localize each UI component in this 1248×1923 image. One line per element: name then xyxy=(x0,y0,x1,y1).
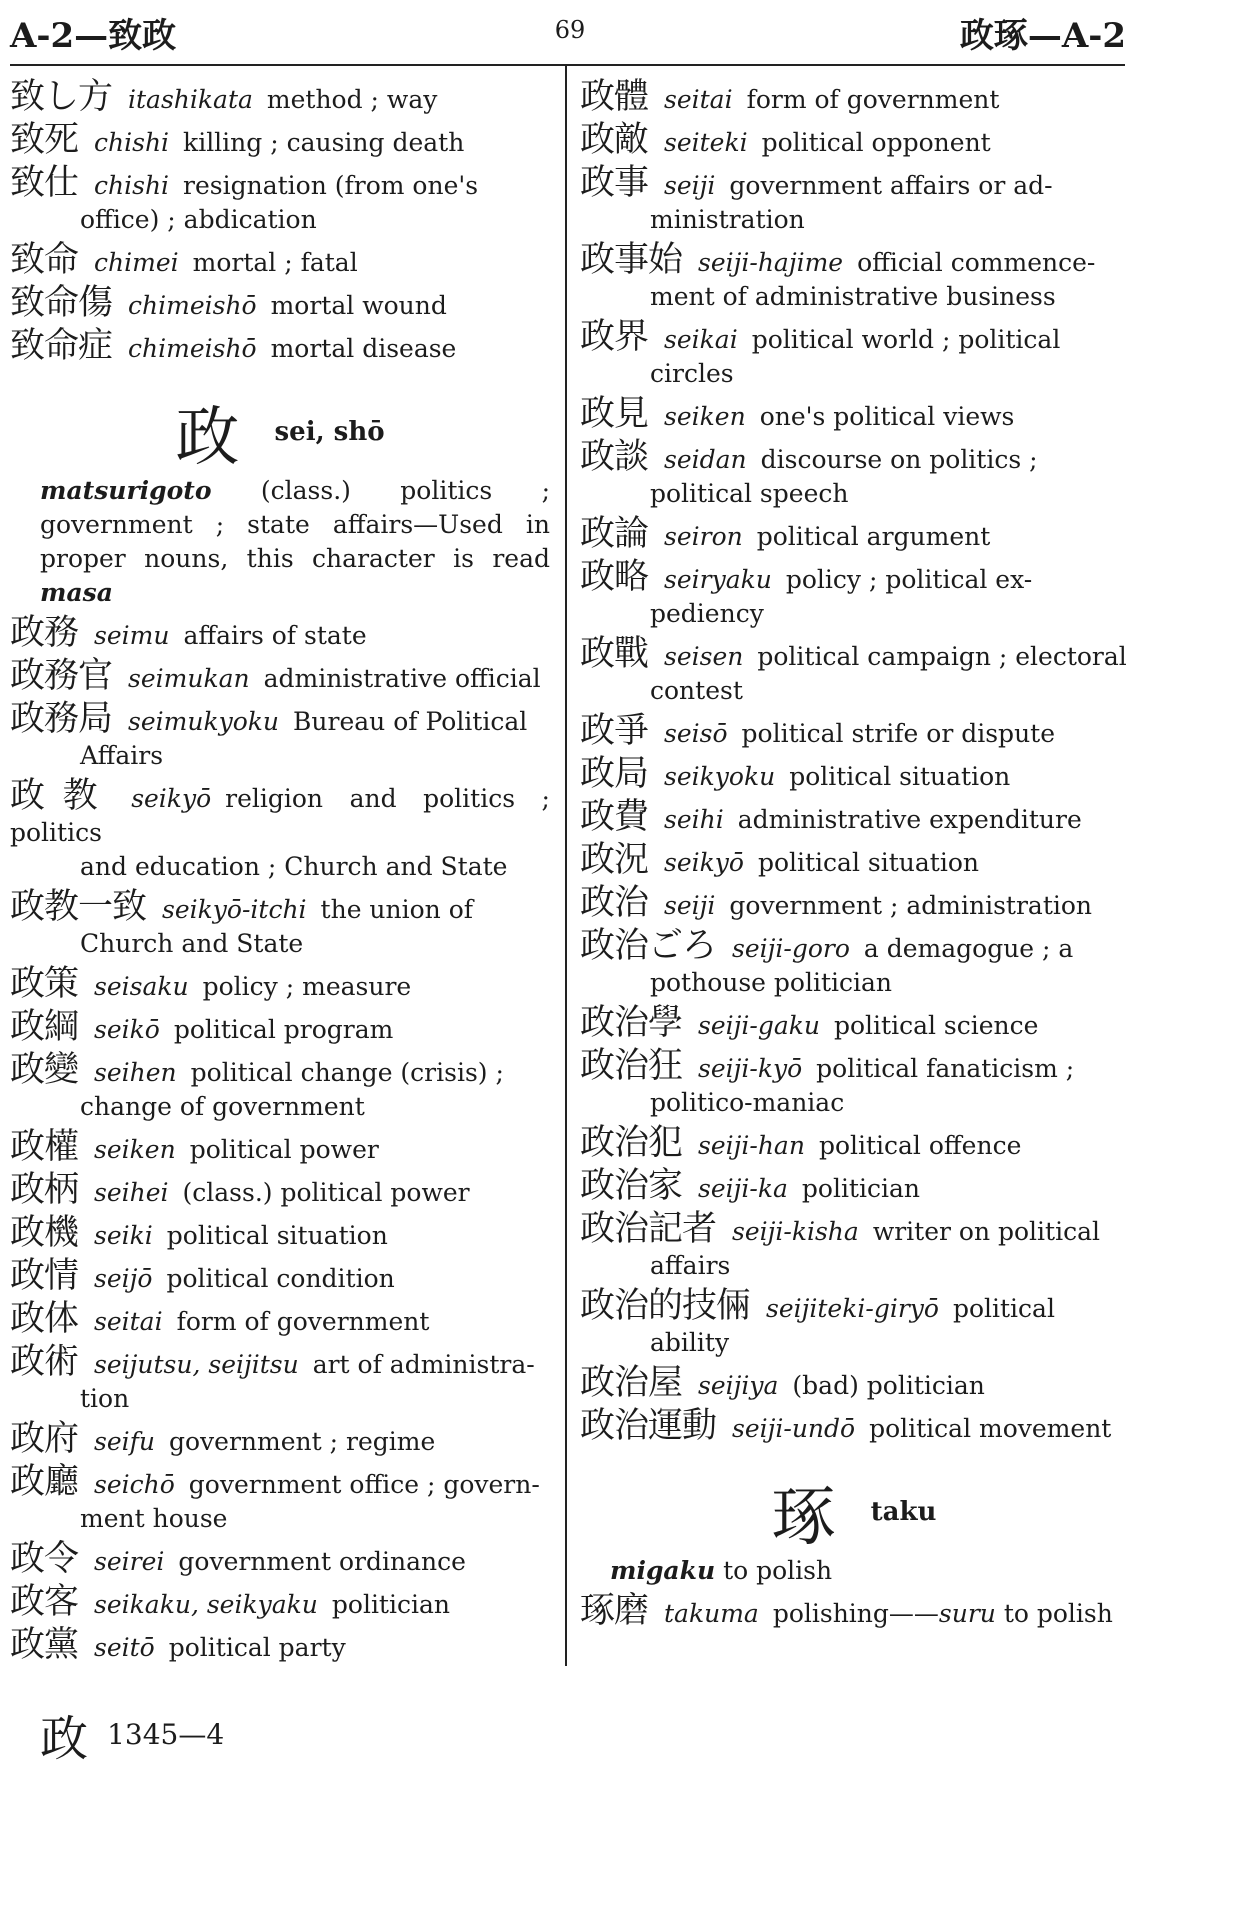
page-header xyxy=(0,0,1248,64)
entry-romaji: seiji xyxy=(664,891,716,920)
entry-meaning: political strife or dispute xyxy=(741,719,1056,748)
entry-meaning: government ; administration xyxy=(729,891,1093,920)
entry-meaning: government affairs or ad- xyxy=(729,171,1053,200)
entry-continuation: politico-maniac xyxy=(650,1088,845,1117)
dictionary-entry xyxy=(580,514,1128,554)
dictionary-entry xyxy=(10,699,550,773)
entry-meaning: political science xyxy=(834,1011,1039,1040)
entry-kanji: 政府 xyxy=(10,1419,79,1459)
entry-romaji: seiron xyxy=(664,522,743,551)
entry-kanji: 琢磨 xyxy=(580,1591,649,1631)
entry-romaji: seijiteki-giryō xyxy=(766,1294,939,1323)
headword-reading: taku xyxy=(870,1497,937,1527)
entry-romaji: seijutsu, seijitsu xyxy=(94,1350,299,1379)
entry-meaning: political power xyxy=(189,1135,379,1164)
entry-kanji: 政治運動 xyxy=(580,1406,717,1446)
dictionary-entry xyxy=(580,1003,1128,1043)
entry-romaji: seiji-goro xyxy=(732,934,850,963)
dictionary-entry xyxy=(10,283,550,323)
entry-romaji: seiji-han xyxy=(698,1131,805,1160)
entry-kanji: 政體 xyxy=(580,77,649,117)
dictionary-entry xyxy=(10,120,550,160)
entry-kanji: 政治記者 xyxy=(580,1209,717,1249)
dictionary-entry xyxy=(10,1256,550,1296)
entry-meaning: political party xyxy=(168,1633,346,1662)
entry-continuation: tion xyxy=(80,1384,130,1413)
headword-block-taku xyxy=(580,1466,1128,1555)
entry-meaning: political program xyxy=(173,1015,394,1044)
entry-romaji: seikyō-itchi xyxy=(162,895,307,924)
entry-continuation: affairs xyxy=(650,1251,731,1280)
entry-romaji: seisō xyxy=(664,719,728,748)
entry-kanji: 致命 xyxy=(10,240,79,280)
entry-continuation: and education ; Church and State xyxy=(80,852,508,881)
dictionary-entry xyxy=(10,1127,550,1167)
entry-romaji: seiki xyxy=(94,1221,153,1250)
entry-continuation: Church and State xyxy=(80,929,304,958)
headword-reading: sei, shō xyxy=(274,417,385,447)
entry-romaji: seitō xyxy=(94,1633,155,1662)
entry-romaji: seikaku, seikyaku xyxy=(94,1590,318,1619)
gloss-text: (class.) politics ; government ; state affairs—Used in proper nouns, this character is read xyxy=(40,476,550,573)
entry-romaji: seitai xyxy=(94,1307,163,1336)
header-right-range: 政琢—A-2 xyxy=(959,16,1126,56)
entry-continuation: Affairs xyxy=(80,741,164,770)
entry-kanji: 政見 xyxy=(580,394,649,434)
entry-romaji: seikyō xyxy=(664,848,744,877)
left-column xyxy=(10,77,550,1671)
entry-continuation: change of government xyxy=(80,1092,365,1121)
entry-meaning: politician xyxy=(331,1590,450,1619)
entry-romaji: chishi xyxy=(94,128,170,157)
entry-kanji: 政綱 xyxy=(10,1007,79,1047)
entry-kanji: 政教 xyxy=(10,776,116,816)
entry-meaning: policy ; political ex- xyxy=(785,565,1033,594)
entry-meaning: mortal disease xyxy=(270,334,457,363)
entry-romaji: seikyō xyxy=(131,784,212,813)
entry-kanji: 政權 xyxy=(10,1127,79,1167)
dictionary-entry xyxy=(580,634,1128,708)
entry-romaji: seikō xyxy=(94,1015,160,1044)
gloss-masa: masa xyxy=(40,578,113,607)
entry-meaning: religion and politics ; politics xyxy=(10,784,550,847)
entry-romaji: seitai xyxy=(664,85,733,114)
entry-romaji: seihei xyxy=(94,1178,169,1207)
entry-kanji: 政体 xyxy=(10,1299,79,1339)
entry-kanji: 政敵 xyxy=(580,120,649,160)
entry-continuation: ability xyxy=(650,1328,730,1357)
dictionary-entry xyxy=(580,557,1128,631)
entry-romaji: seikyoku xyxy=(664,762,776,791)
entry-kanji: 致命症 xyxy=(10,326,113,366)
entry-kanji: 政教一致 xyxy=(10,887,147,927)
dictionary-entry xyxy=(10,1050,550,1124)
dictionary-entry xyxy=(580,883,1128,923)
entry-romaji: seiji-ka xyxy=(698,1174,788,1203)
entry-romaji: chimei xyxy=(94,248,179,277)
entry-meaning: political condition xyxy=(166,1264,395,1293)
headword-gloss xyxy=(10,474,550,610)
entry-kanji: 政治家 xyxy=(580,1166,683,1206)
left-entries-before xyxy=(10,77,550,366)
entry-kanji: 政術 xyxy=(10,1342,79,1382)
entry-kanji: 政戰 xyxy=(580,634,649,674)
entry-meaning: killing ; causing death xyxy=(183,128,465,157)
entry-kanji: 政事 xyxy=(580,163,649,203)
dictionary-entry xyxy=(10,1582,550,1622)
dictionary-entry xyxy=(10,240,550,280)
entry-meaning: discourse on politics ; xyxy=(760,445,1038,474)
dictionary-entry xyxy=(10,964,550,1004)
entry-romaji: seifu xyxy=(94,1427,155,1456)
headword-kanji: 琢 xyxy=(771,1481,836,1555)
entry-kanji: 政局 xyxy=(580,754,649,794)
dictionary-entry xyxy=(10,613,550,653)
dictionary-entry xyxy=(580,240,1128,314)
entry-meaning: government office ; govern- xyxy=(188,1470,540,1499)
entry-romaji: seiryaku xyxy=(664,565,772,594)
entry-romaji: seisen xyxy=(664,642,744,671)
dictionary-entry xyxy=(580,1046,1128,1120)
entry-meaning: official commence- xyxy=(857,248,1096,277)
entry-kanji: 政務局 xyxy=(10,699,113,739)
entry-romaji: seiji-kyō xyxy=(698,1054,803,1083)
entry-continuation: office) ; abdication xyxy=(80,205,317,234)
entry-meaning: political opponent xyxy=(761,128,991,157)
dictionary-entry xyxy=(580,394,1128,434)
entry-meaning: form of government xyxy=(746,85,1000,114)
entry-meaning: administrative official xyxy=(263,664,541,693)
entry-kanji: 政略 xyxy=(580,557,649,597)
dictionary-entry xyxy=(580,840,1128,880)
entry-romaji: seijiya xyxy=(698,1371,779,1400)
entry-meaning: political argument xyxy=(756,522,991,551)
dictionary-entry xyxy=(580,797,1128,837)
entry-kanji: 政務官 xyxy=(10,656,113,696)
entry-continuation: circles xyxy=(650,359,734,388)
entry-kanji: 政費 xyxy=(580,797,649,837)
entry-meaning: mortal ; fatal xyxy=(192,248,358,277)
entry-kanji: 政事始 xyxy=(580,240,683,280)
entry-continuation: pothouse politician xyxy=(650,968,893,997)
kunyomi: migaku xyxy=(610,1556,716,1585)
entry-kanji: 致し方 xyxy=(10,77,113,117)
entry-meaning: policy ; measure xyxy=(202,972,412,1001)
kunyomi: matsurigoto xyxy=(40,476,212,505)
entry-meaning-2: to polish xyxy=(995,1599,1113,1628)
entry-romaji: seihen xyxy=(94,1058,177,1087)
entry-kanji: 政客 xyxy=(10,1582,79,1622)
entry-romaji: seiken xyxy=(664,402,746,431)
entry-romaji: chimeishō xyxy=(128,334,257,363)
dictionary-entry xyxy=(580,1363,1128,1403)
dictionary-entry xyxy=(580,120,1128,160)
entry-romaji: seiji-kisha xyxy=(732,1217,859,1246)
entry-meaning: administrative expenditure xyxy=(737,805,1082,834)
entry-meaning: politician xyxy=(801,1174,920,1203)
entry-kanji: 政治的技倆 xyxy=(580,1286,751,1326)
dictionary-entry xyxy=(580,1166,1128,1206)
entry-kanji: 政令 xyxy=(10,1539,79,1579)
dictionary-entry xyxy=(10,1342,550,1416)
entry-meaning: political fanaticism ; xyxy=(816,1054,1075,1083)
dictionary-entry xyxy=(10,1419,550,1459)
dictionary-entry xyxy=(580,1591,1128,1631)
entry-meaning: political situation xyxy=(789,762,1011,791)
entry-kanji: 政談 xyxy=(580,437,649,477)
entry-kanji: 政情 xyxy=(10,1256,79,1296)
entry-meaning: political campaign ; electoral xyxy=(757,642,1127,671)
entry-romaji: chimeishō xyxy=(128,291,257,320)
entry-meaning: mortal wound xyxy=(270,291,447,320)
entry-kanji: 政治犯 xyxy=(580,1123,683,1163)
entry-meaning: writer on political xyxy=(872,1217,1100,1246)
entry-meaning: political situation xyxy=(166,1221,388,1250)
entry-kanji: 政策 xyxy=(10,964,79,1004)
dictionary-entry xyxy=(10,1213,550,1253)
entry-kanji: 致仕 xyxy=(10,163,79,203)
entry-meaning: method ; way xyxy=(266,85,438,114)
entry-continuation: ment house xyxy=(80,1504,228,1533)
entry-continuation: contest xyxy=(650,676,743,705)
entry-kanji: 政界 xyxy=(580,317,649,357)
entry-kanji: 政廳 xyxy=(10,1462,79,1502)
entry-meaning: political situation xyxy=(757,848,979,877)
entry-kanji: 政治 xyxy=(580,883,649,923)
footer-kanji: 政 xyxy=(40,1711,89,1767)
entry-kanji: 致命傷 xyxy=(10,283,113,323)
dictionary-entry xyxy=(10,1170,550,1210)
entry-meaning: a demagogue ; a xyxy=(863,934,1074,963)
entry-kanji: 政論 xyxy=(580,514,649,554)
entry-meaning: art of administra- xyxy=(312,1350,535,1379)
entry-romaji: seimukan xyxy=(128,664,250,693)
dictionary-entry xyxy=(580,1209,1128,1283)
entry-continuation: ministration xyxy=(650,205,805,234)
dictionary-entry xyxy=(10,1625,550,1665)
entry-continuation: ment of administrative business xyxy=(650,282,1056,311)
dictionary-entry xyxy=(10,656,550,696)
headword-kanji: 政 xyxy=(175,401,240,475)
dictionary-entry xyxy=(10,1539,550,1579)
dictionary-entry xyxy=(10,1462,550,1536)
gloss-text: to polish xyxy=(715,1556,833,1585)
dictionary-entry xyxy=(10,1007,550,1047)
footer-code: 1345—4 xyxy=(107,1718,225,1751)
header-rule xyxy=(10,64,1125,66)
headword-gloss xyxy=(580,1554,1128,1588)
dictionary-entry xyxy=(580,1406,1128,1446)
entry-continuation: political speech xyxy=(650,479,849,508)
entry-kanji: 政柄 xyxy=(10,1170,79,1210)
entry-meaning: form of government xyxy=(176,1307,430,1336)
dictionary-entry xyxy=(10,163,550,237)
entry-kanji: 政變 xyxy=(10,1050,79,1090)
dictionary-entry xyxy=(580,711,1128,751)
page-footer xyxy=(40,1700,224,1769)
entry-romaji: seichō xyxy=(94,1470,175,1499)
entry-romaji: seiji-hajime xyxy=(698,248,844,277)
entry-romaji: itashikata xyxy=(128,85,253,114)
dictionary-entry xyxy=(580,1123,1128,1163)
entry-romaji: seiji-undō xyxy=(732,1414,856,1443)
header-left-range: A-2—致政 xyxy=(10,16,177,56)
entry-romaji: seimu xyxy=(94,621,170,650)
entry-meaning: affairs of state xyxy=(183,621,367,650)
entry-romaji: seirei xyxy=(94,1547,165,1576)
dictionary-entry xyxy=(580,77,1128,117)
entry-meaning: political offence xyxy=(818,1131,1022,1160)
entry-suru: suru xyxy=(938,1599,996,1628)
dictionary-entry xyxy=(580,163,1128,237)
entry-kanji: 政爭 xyxy=(580,711,649,751)
entry-meaning: (class.) political power xyxy=(182,1178,470,1207)
entry-meaning: political xyxy=(952,1294,1055,1323)
entry-meaning: polishing—— xyxy=(772,1599,939,1628)
entry-romaji: seiken xyxy=(94,1135,176,1164)
entry-meaning: political movement xyxy=(869,1414,1112,1443)
entry-meaning: political world ; political xyxy=(751,325,1061,354)
entry-romaji: seimukyoku xyxy=(128,707,280,736)
entry-kanji: 政治屋 xyxy=(580,1363,683,1403)
entry-meaning: political change (crisis) ; xyxy=(190,1058,504,1087)
entry-romaji: seiji xyxy=(664,171,716,200)
entry-kanji: 政務 xyxy=(10,613,79,653)
dictionary-entry xyxy=(10,1299,550,1339)
entry-continuation: pediency xyxy=(650,599,764,628)
entry-kanji: 政治狂 xyxy=(580,1046,683,1086)
entry-romaji: seihi xyxy=(664,805,724,834)
entry-meaning: resignation (from one's xyxy=(183,171,479,200)
headword-block-sei xyxy=(10,386,550,475)
entry-romaji: seiji-gaku xyxy=(698,1011,820,1040)
entry-romaji: seikai xyxy=(664,325,738,354)
entry-romaji: takuma xyxy=(664,1599,759,1628)
page-number: 69 xyxy=(554,16,586,44)
dictionary-entry xyxy=(580,317,1128,391)
entry-romaji: seisaku xyxy=(94,972,189,1001)
dictionary-entry xyxy=(10,776,550,884)
entry-kanji: 政機 xyxy=(10,1213,79,1253)
entry-meaning: government ; regime xyxy=(169,1427,436,1456)
entry-romaji: seijō xyxy=(94,1264,153,1293)
entry-meaning: Bureau of Political xyxy=(293,707,528,736)
dictionary-entry xyxy=(580,754,1128,794)
dictionary-entry xyxy=(580,437,1128,511)
entry-kanji: 政治ごろ xyxy=(580,926,717,966)
entry-meaning: one's political views xyxy=(759,402,1015,431)
right-column xyxy=(580,77,1128,1637)
column-divider xyxy=(565,66,567,1666)
dictionary-entry xyxy=(580,1286,1128,1360)
entry-kanji: 政況 xyxy=(580,840,649,880)
entry-romaji: chishi xyxy=(94,171,170,200)
dictionary-entry xyxy=(580,926,1128,1000)
left-entries-after xyxy=(10,613,550,1665)
dictionary-entry xyxy=(10,77,550,117)
entry-romaji: seiteki xyxy=(664,128,748,157)
entry-kanji: 致死 xyxy=(10,120,79,160)
entry-meaning: government ordinance xyxy=(178,1547,466,1576)
entry-kanji: 政黨 xyxy=(10,1625,79,1665)
right-entries-before xyxy=(580,77,1128,1446)
dictionary-entry xyxy=(10,326,550,366)
entry-romaji: seidan xyxy=(664,445,747,474)
dictionary-entry xyxy=(10,887,550,961)
entry-kanji: 政治學 xyxy=(580,1003,683,1043)
entry-meaning: the union of xyxy=(320,895,474,924)
entry-meaning: (bad) politician xyxy=(792,1371,985,1400)
